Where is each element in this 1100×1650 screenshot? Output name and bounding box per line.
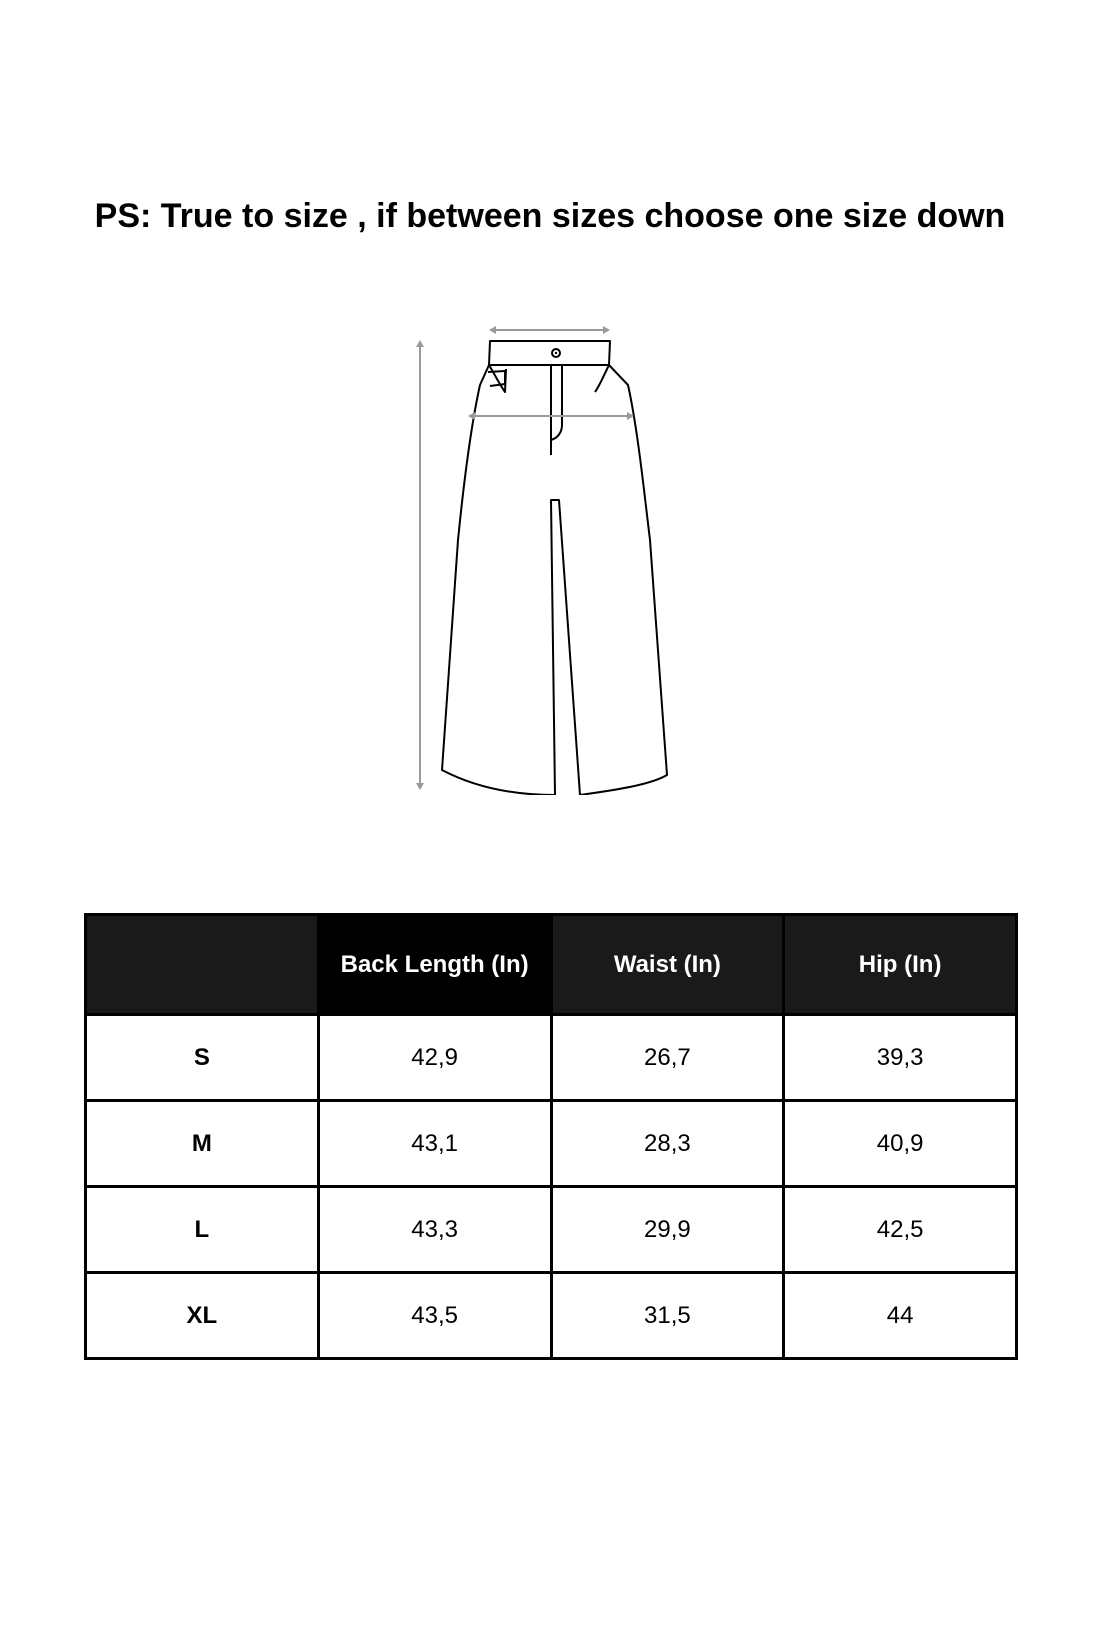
waist-cell: 28,3 bbox=[551, 1101, 784, 1187]
table-row bbox=[86, 1273, 1017, 1359]
back-length-cell: 43,5 bbox=[318, 1273, 551, 1359]
header-corner bbox=[86, 915, 319, 1015]
size-note: PS: True to size , if between sizes choose one size down bbox=[94, 197, 1006, 235]
table-row bbox=[86, 1101, 1017, 1187]
header-hip: Hip (In) bbox=[784, 915, 1017, 1015]
pants-measurement-diagram bbox=[395, 315, 675, 795]
size-label: M bbox=[86, 1101, 319, 1187]
size-label: S bbox=[86, 1015, 319, 1101]
table-row bbox=[86, 1015, 1017, 1101]
back-length-cell: 43,3 bbox=[318, 1187, 551, 1273]
header-back-length: Back Length (In) bbox=[318, 915, 551, 1015]
waist-cell: 31,5 bbox=[551, 1273, 784, 1359]
hip-cell: 44 bbox=[784, 1273, 1017, 1359]
header-waist: Waist (In) bbox=[551, 915, 784, 1015]
hip-cell: 39,3 bbox=[784, 1015, 1017, 1101]
back-length-cell: 42,9 bbox=[318, 1015, 551, 1101]
waist-cell: 26,7 bbox=[551, 1015, 784, 1101]
waist-cell: 29,9 bbox=[551, 1187, 784, 1273]
size-label: XL bbox=[86, 1273, 319, 1359]
pants-outline bbox=[442, 341, 667, 795]
table-row bbox=[86, 1187, 1017, 1273]
size-label: L bbox=[86, 1187, 319, 1273]
size-chart-table bbox=[84, 913, 1018, 1360]
hip-cell: 40,9 bbox=[784, 1101, 1017, 1187]
back-length-cell: 43,1 bbox=[318, 1101, 551, 1187]
table-header-row bbox=[86, 915, 1017, 1015]
hip-cell: 42,5 bbox=[784, 1187, 1017, 1273]
